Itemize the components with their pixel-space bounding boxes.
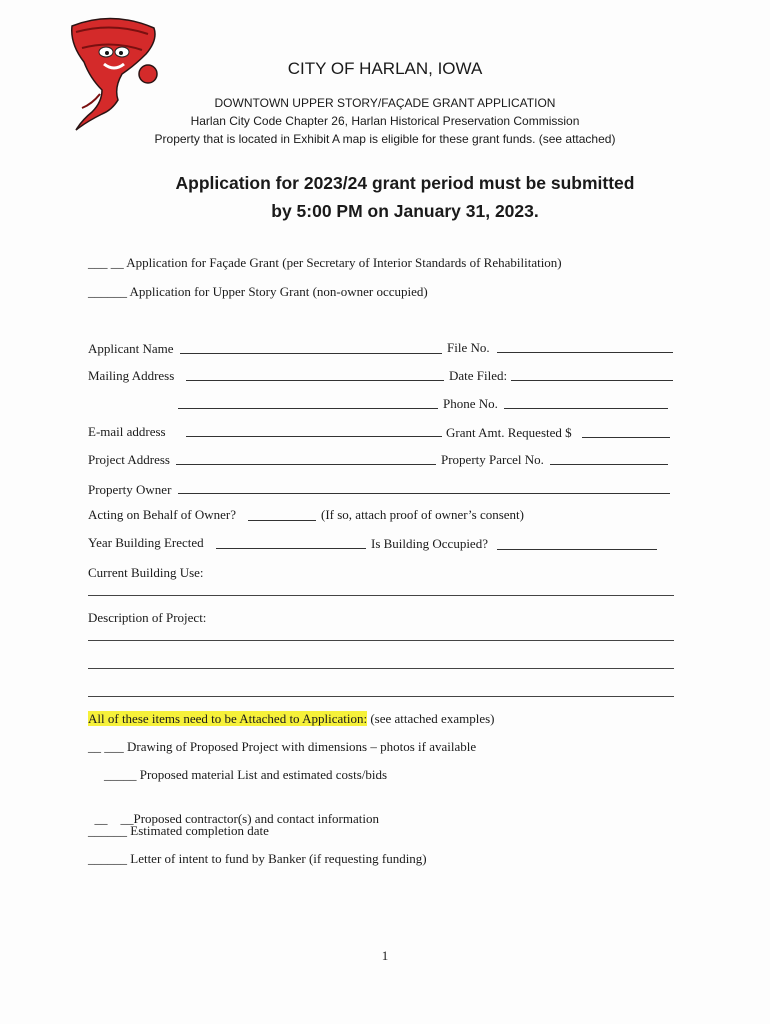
current-use-line[interactable] — [88, 595, 674, 596]
attachment-item[interactable] — [88, 851, 427, 867]
eligibility-line: Property that is located in Exhibit A map is eligible for these grant funds. (see attached) — [154, 132, 616, 146]
page-number: 1 — [381, 948, 389, 963]
facade-grant-option[interactable] — [88, 255, 562, 271]
attachments-heading: All of these items need to be Attached to Application: — [88, 711, 368, 726]
occupied-field[interactable] — [497, 537, 657, 550]
attachment-item[interactable] — [88, 823, 269, 839]
property-owner-field[interactable] — [178, 481, 670, 494]
year-built-field[interactable] — [216, 536, 366, 549]
date-filed-field[interactable] — [511, 368, 673, 381]
attachment-label: Proposed material List and estimated costs/bids — [139, 767, 388, 782]
attachment-blank[interactable]: _____ — [104, 767, 137, 782]
attachment-item[interactable] — [88, 739, 476, 755]
attachments-note: (see attached examples) — [370, 711, 495, 726]
upper-story-grant-blank[interactable]: ______ — [88, 284, 127, 299]
project-address-field[interactable] — [176, 452, 436, 465]
acting-on-behalf-field[interactable] — [248, 508, 316, 521]
mailing-address-field[interactable] — [186, 368, 444, 381]
grant-amount-label: Grant Amt. Requested $ — [446, 425, 572, 440]
description-label: Description of Project: — [88, 610, 207, 625]
application-subtitle: DOWNTOWN UPPER STORY/FAÇADE GRANT APPLICATION — [214, 96, 556, 110]
acting-on-behalf-label: Acting on Behalf of Owner? — [88, 507, 237, 522]
attachments-heading-row — [88, 711, 494, 727]
parcel-no-field[interactable] — [550, 452, 668, 465]
applicant-name-field[interactable] — [180, 341, 442, 354]
description-line-3[interactable] — [88, 696, 674, 697]
upper-story-grant-option[interactable] — [88, 284, 428, 300]
date-filed-label: Date Filed: — [449, 368, 508, 383]
description-line-1[interactable] — [88, 640, 674, 641]
file-no-label: File No. — [447, 340, 490, 355]
year-built-label: Year Building Erected — [88, 535, 204, 550]
applicant-name-label: Applicant Name — [88, 341, 174, 356]
attachment-item[interactable] — [104, 767, 387, 783]
description-line-2[interactable] — [88, 668, 674, 669]
attachment-blank[interactable]: ______ — [88, 851, 127, 866]
attachment-blank[interactable]: ______ — [88, 823, 127, 838]
facade-grant-blank[interactable]: ___ __ — [88, 255, 124, 270]
email-field[interactable] — [186, 424, 442, 437]
mailing-address-line-2[interactable] — [178, 396, 438, 409]
deadline-line-2: by 5:00 PM on January 31, 2023. — [271, 201, 539, 221]
project-address-label: Project Address — [88, 452, 170, 467]
phone-no-field[interactable] — [504, 396, 668, 409]
attachment-blank[interactable]: __ ___ — [88, 739, 124, 754]
mailing-address-label: Mailing Address — [88, 368, 175, 383]
upper-story-grant-label: Application for Upper Story Grant (non-owner occupied) — [129, 284, 428, 299]
occupied-label: Is Building Occupied? — [371, 536, 488, 551]
deadline-line-1: Application for 2023/24 grant period must be submitted — [175, 173, 635, 193]
phone-no-label: Phone No. — [443, 396, 498, 411]
city-code-line: Harlan City Code Chapter 26, Harlan Historical Preservation Commission — [190, 114, 580, 128]
attachment-blank[interactable]: __ __ — [94, 811, 134, 826]
owner-consent-note: (If so, attach proof of owner’s consent) — [321, 507, 524, 522]
attachment-label: Estimated completion date — [130, 823, 269, 838]
email-label: E-mail address — [88, 424, 166, 439]
page-title: CITY OF HARLAN, IOWA — [287, 59, 483, 78]
facade-grant-label: Application for Façade Grant (per Secretary of Interior Standards of Rehabilitation) — [126, 255, 562, 270]
attachment-label: Letter of intent to fund by Banker (if requesting funding) — [130, 851, 427, 866]
current-use-label: Current Building Use: — [88, 565, 204, 580]
attachment-label: Drawing of Proposed Project with dimensions – photos if available — [127, 739, 477, 754]
file-no-field[interactable] — [497, 340, 673, 353]
parcel-no-label: Property Parcel No. — [441, 452, 544, 467]
grant-amount-field[interactable] — [582, 425, 670, 438]
attachment-label: Proposed contractor(s) and contact information — [133, 811, 379, 826]
property-owner-label: Property Owner — [88, 482, 172, 497]
